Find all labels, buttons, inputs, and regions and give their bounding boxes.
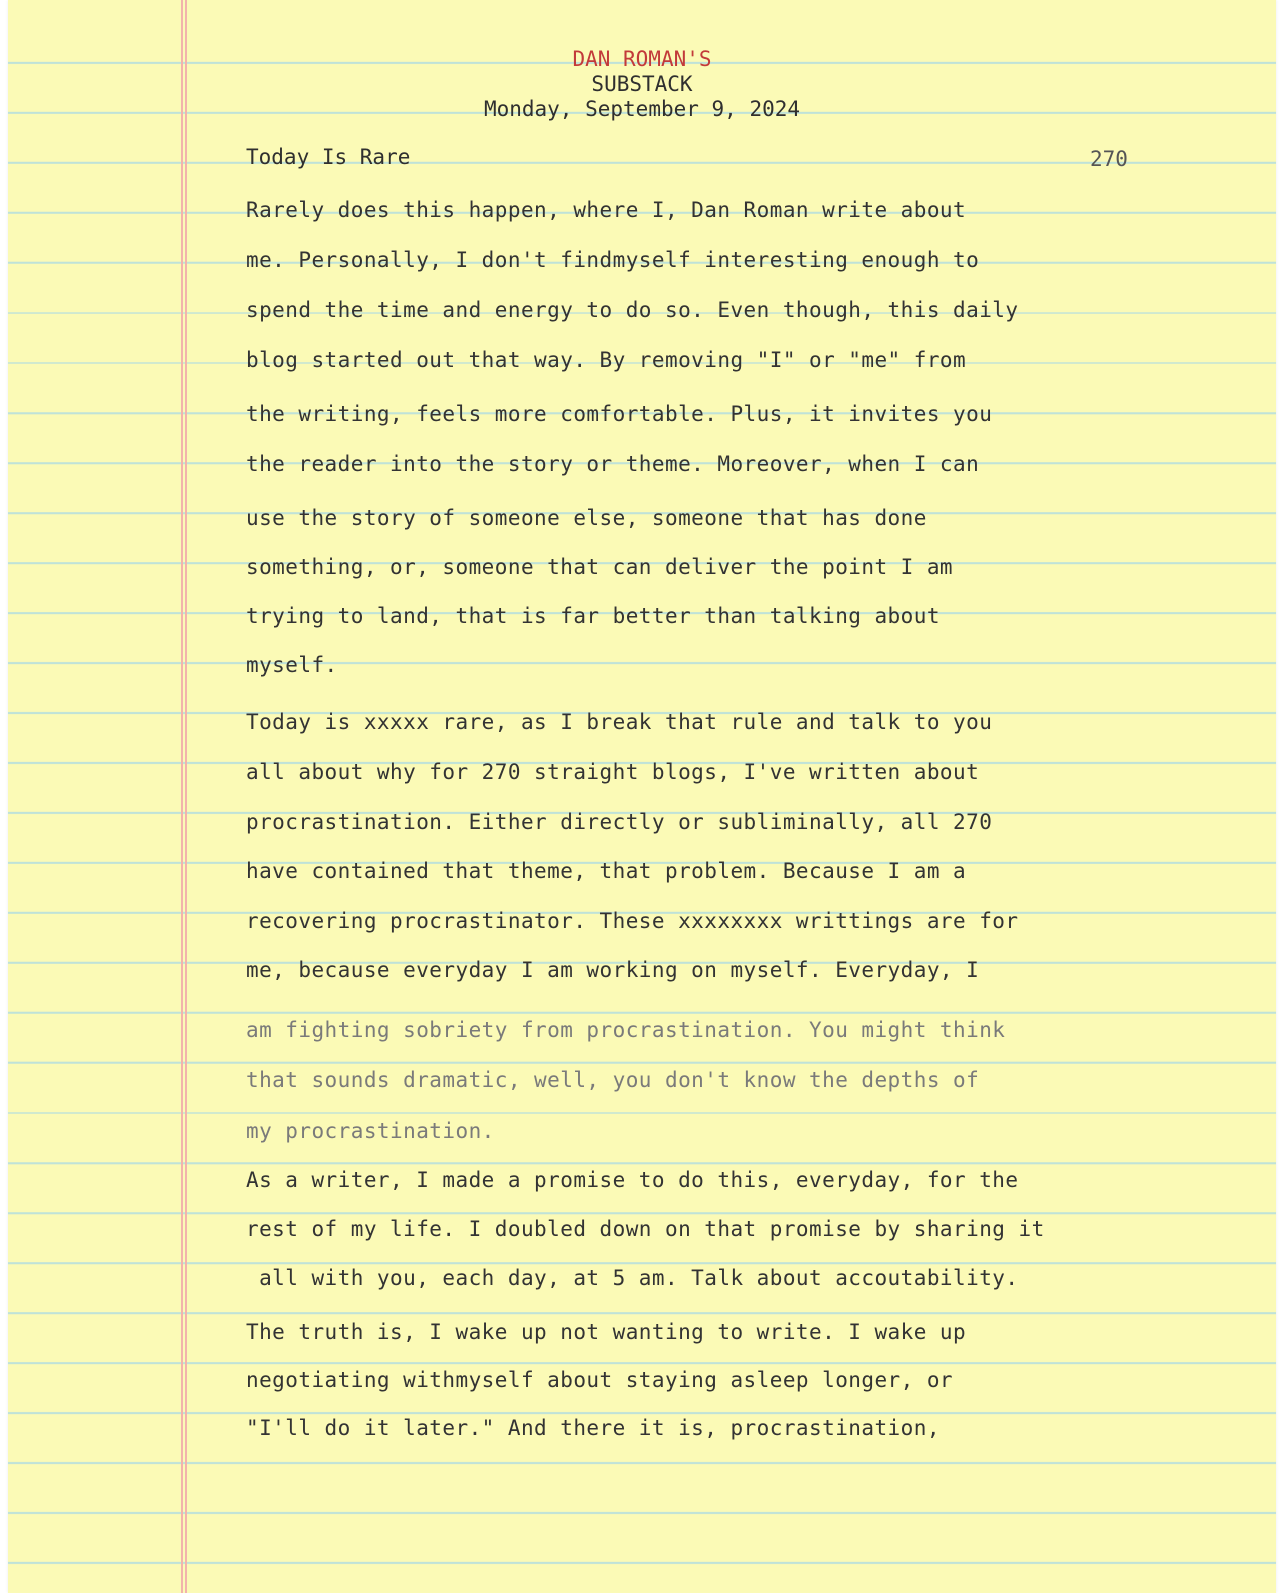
body-line: As a writer, I made a promise to do this, everyday, for the	[246, 1168, 1019, 1192]
body-line: trying to land, that is far better than talking about	[246, 604, 940, 628]
typewritten-page	[8, 0, 1276, 1593]
body-line: all about why for 270 straight blogs, I've written about	[246, 760, 980, 784]
body-line: spend the time and energy to do so. Even though, this daily	[246, 298, 1019, 322]
body-line: me, because everyday I am working on myself. Everyday, I	[246, 958, 980, 982]
body-line: procrastination. Either directly or subliminally, all 270	[246, 810, 993, 834]
body-line: the reader into the story or theme. Moreover, when I can	[246, 452, 980, 476]
body-line: Rarely does this happen, where I, Dan Roman write about	[246, 198, 967, 222]
body-line: me. Personally, I don't findmyself interesting enough to	[246, 248, 980, 272]
red-margin-line	[181, 0, 187, 1593]
body-line: the writing, feels more comfortable. Plus, it invites you	[246, 402, 993, 426]
body-line: Today is xxxxx rare, as I break that rule and talk to you	[246, 710, 993, 734]
post-title: Today Is Rare	[246, 145, 411, 169]
body-line: "I'll do it later." And there it is, procrastination,	[246, 1416, 940, 1440]
body-line: my procrastination.	[246, 1119, 495, 1143]
body-line: all with you, each day, at 5 am. Talk about accoutability.	[246, 1266, 1019, 1290]
body-line: The truth is, I wake up not wanting to write. I wake up	[246, 1320, 967, 1344]
post-number: 270	[1090, 147, 1128, 171]
body-line: blog started out that way. By removing "I" or "me" from	[246, 348, 967, 372]
body-line: recovering procrastinator. These xxxxxxxx writtings are for	[246, 909, 1019, 933]
body-line: use the story of someone else, someone that has done	[246, 506, 927, 530]
body-line: am fighting sobriety from procrastination. You might think	[246, 1018, 1006, 1042]
body-line: rest of my life. I doubled down on that promise by sharing it	[246, 1217, 1045, 1241]
body-line: negotiating withmyself about staying asleep longer, or	[246, 1368, 954, 1392]
body-line: something, or, someone that can deliver the point I am	[246, 555, 954, 579]
body-line: have contained that theme, that problem. Because I am a	[246, 859, 967, 883]
post-date: Monday, September 9, 2024	[483, 97, 801, 121]
brand-name: DAN ROMAN'S	[572, 47, 712, 71]
publication-name: SUBSTACK	[591, 72, 693, 96]
body-line: that sounds dramatic, well, you don't know the depths of	[246, 1068, 980, 1092]
body-line: myself.	[246, 653, 338, 677]
